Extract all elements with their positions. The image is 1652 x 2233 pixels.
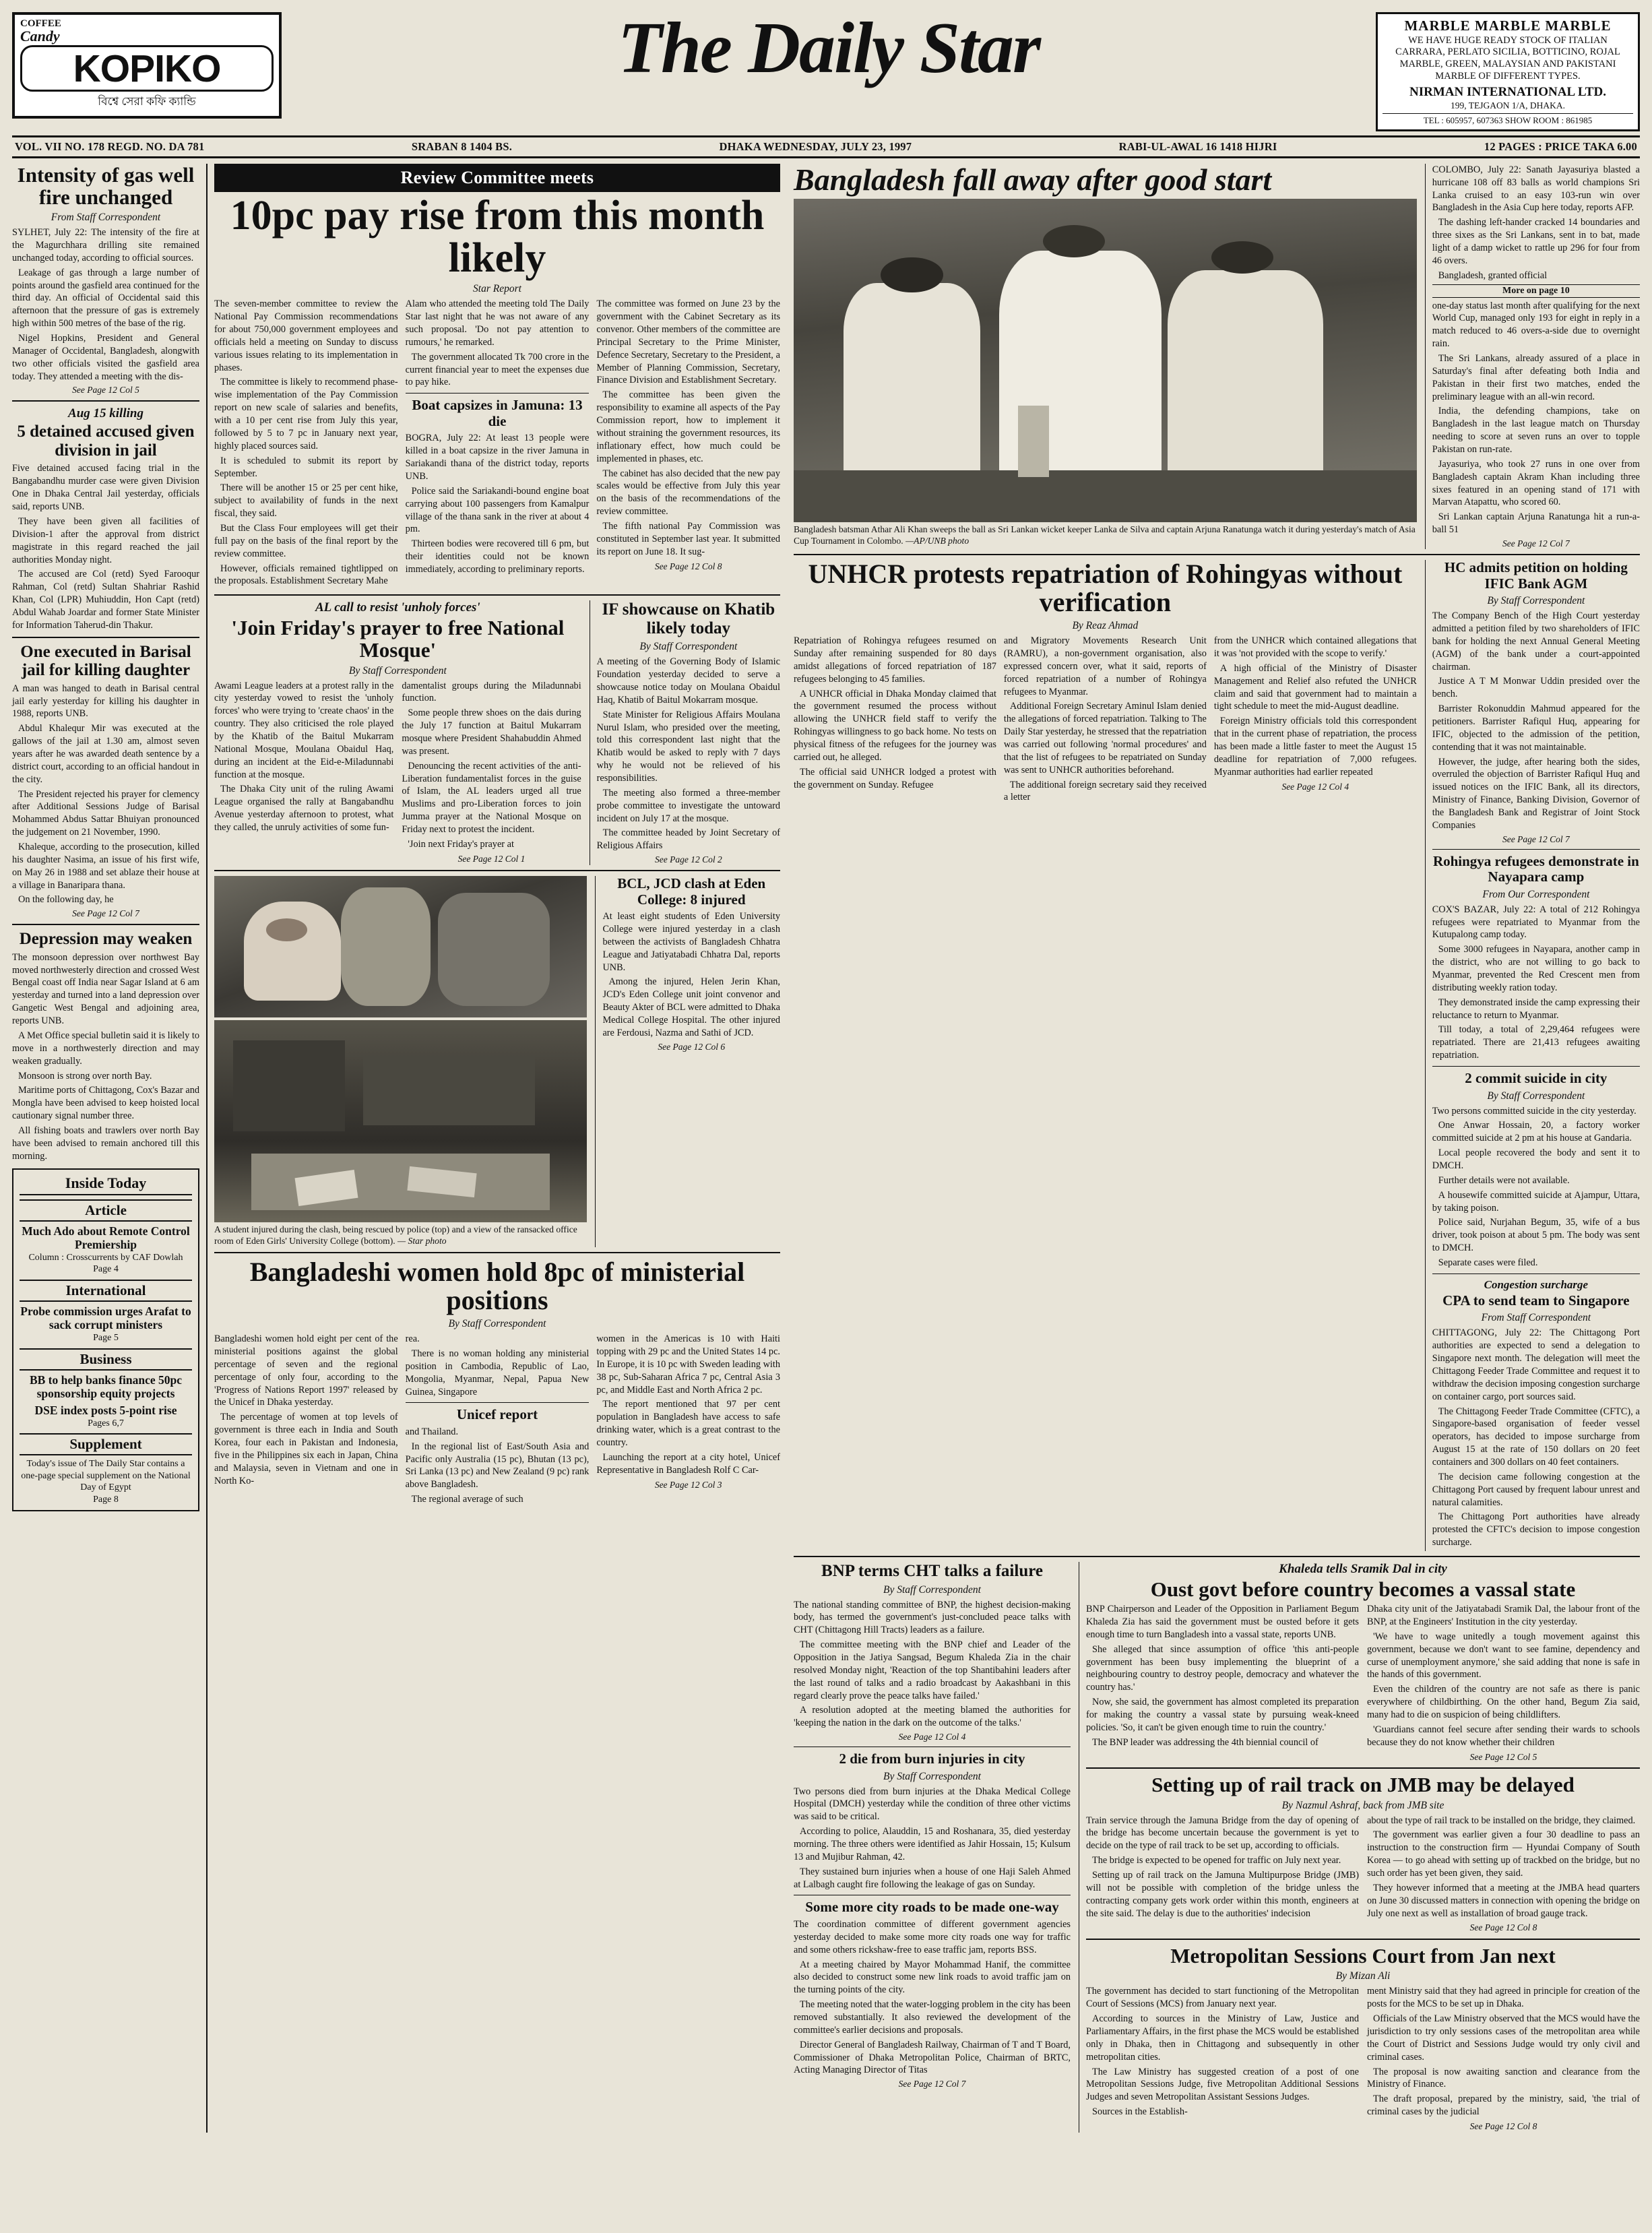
- lead-col-3: [596, 298, 780, 590]
- lead-article-body: [214, 298, 780, 590]
- paragraph: According to sources in the Ministry of Law, Justice and Parliamentary Affairs, in the first phase the MCS would be established only in Dhaka, then in Chittagong and subsequently in other metropolitan cities.: [1086, 2013, 1359, 2063]
- article-body: [602, 910, 780, 1040]
- metro-headline: Metropolitan Sessions Court from Jan next: [1170, 1944, 1556, 1968]
- paragraph: about the type of rail track to be installed on the bridge, they claimed.: [1367, 1815, 1636, 1826]
- paragraph: A meeting of the Governing Body of Islamic Foundation yesterday decided to serve a showcause notice today on Moulana Obaidul Haq, Khatib of Baitul Mokarram mosque.: [596, 656, 780, 705]
- paragraph: The government allocated Tk 700 crore in the current financial year to meet the expenses due to pay hike.: [405, 351, 590, 388]
- paragraph: BNP Chairperson and Leader of the Opposition in Parliament Begum Khaleda Zia has said the government must be ousted before it gets enough time to turn Bangladesh into a vassal state, reports UNB.: [1086, 1604, 1359, 1640]
- article-unhcr: [794, 560, 1417, 1551]
- paragraph: Officials of the Law Ministry observed that the MCS would have the jurisdiction to try only sessions cases of the metropolitan area while the Court of District and Sessions Judge would try only civil and criminal cases.: [1367, 2013, 1640, 2063]
- paragraph: Further details were not available.: [1438, 1174, 1570, 1186]
- bnp-column: [794, 1562, 1071, 2133]
- paragraph: All fishing boats and trawlers over north Bay have been advised to remain anchored till this morning.: [12, 1125, 199, 1162]
- article-women-ministerial: [214, 1258, 780, 1508]
- headline: Bangladeshi women hold 8pc of ministerial positions: [249, 1257, 745, 1316]
- byline: From Staff Correspondent: [1481, 1312, 1591, 1324]
- paragraph: One Anwar Hossain, 20, a factory worker committed suicide at 2 pm at his house at Gandaria.: [1432, 1120, 1640, 1144]
- metro-col-2: [1367, 1985, 1640, 2132]
- paragraph: The Sri Lankans, already assured of a place in Saturday's final after defeating both India and Pakistan in their first two matches, ended the preliminary league with an all-win record.: [1432, 353, 1640, 402]
- continuation-link[interactable]: See Page 12 Col 1: [457, 853, 526, 864]
- paragraph: A housewife committed suicide at Ajampur, Uttara, by taking poison.: [1432, 1189, 1640, 1214]
- sport-block: [794, 164, 1640, 549]
- paragraph: The government has decided to start functioning of the Metropolitan Court of Sessions (MCS) from January next year.: [1086, 1986, 1359, 2010]
- article-body: [1432, 1327, 1640, 1549]
- continuation-link[interactable]: See Page 12 Col 4: [898, 1732, 966, 1742]
- paragraph: But the Class Four employees will get their full pay on the basis of the final report by the review committee.: [214, 522, 398, 559]
- paragraph: At least eight students of Eden University College were injured yesterday in a clash between the activists of Bangladesh Chhatra League and Jatiyatabadi Chhatra Dal, reports UNB.: [602, 911, 780, 973]
- inside-item-article-sub: Column : Crosscurrents by CAF Dowlah: [28, 1252, 183, 1263]
- paragraph: The Law Ministry has suggested creation of a post of one Metropolitan Sessions Judge, five Metropolitan Additional Sessions Judges and seven Metropolitan Assistant Sessions Judges.: [1086, 2066, 1359, 2103]
- hijri-date: RABI-UL-AWAL 16 1418 HIJRI: [1118, 139, 1277, 153]
- paragraph: Thirteen bodies were recovered till 6 pm, but their identities could not be known immediately, according to preliminary reports.: [405, 538, 590, 575]
- paragraph: 'We have to wage unitedly a tough movement against this government, because we don't want to see famine, dependency and curse of unemployment anymore,' she said adding that none is safe in the hands of this government.: [1367, 1631, 1640, 1680]
- paragraph: Alam who attended the meeting told The Daily Star last night that he was not aware of any such proposal. 'Do not pay attention to rumours,' he remarked.: [405, 298, 590, 348]
- paragraph: The accused are Col (retd) Syed Farooqur Rahman, Col (retd) Sultan Shahriar Rashid Khan, Col (LPR) Muhiuddin, Hon Capt (retd) Abdul Wahab Joardar and former State Minister for Information Taherud-din Thakur.: [12, 569, 199, 631]
- headline: 5 detained accused given division in jail: [17, 422, 195, 460]
- headline: 'Join Friday's prayer to free National Mosque': [231, 616, 565, 662]
- paragraph: The Chittagong Port authorities have already protested the CFTC's decision to impose congestion surcharge.: [1432, 1511, 1640, 1548]
- kopiko-bangla-text: বিশ্বে সেরা কফি ক্যান্ডি: [98, 95, 196, 108]
- pages-price: 12 PAGES : PRICE TAKA 6.00: [1484, 139, 1637, 153]
- byline: By Staff Correspondent: [883, 1583, 981, 1596]
- photo-credit: —AP/UNB photo: [906, 536, 970, 546]
- paragraph: The bridge is expected to be opened for traffic on July next year.: [1092, 1855, 1341, 1866]
- paragraph: The meeting also formed a three-member probe committee to investigate the untoward incident on July 17 at the mosque.: [596, 787, 780, 824]
- more-on-page-link[interactable]: More on page 10: [1432, 284, 1640, 298]
- paragraph: Abdul Khalequr Mir was executed at the gallows of the jail at 1.30 am, almost seven years after he was awarded death sentence by a district court, according to an official handout in the city.: [12, 723, 199, 785]
- paragraph: The official said UNHCR lodged a protest with the government on Sunday. Refugee: [794, 766, 996, 790]
- paragraph: Foreign Ministry officials told this correspondent that in the current phase of repatriation, the process has been made a little faster to meet the August 15 deadline for repatriation of 7,000 refugees. Myanmar authorities had earlier repeated: [1213, 716, 1417, 778]
- paragraph: Local people recovered the body and sent it to DMCH.: [1432, 1147, 1640, 1171]
- paragraph: The government was earlier given a four 30 deadline to pass an instruction to the construction firm — Hyundai Company of South Korea — to go ahead with setting up of trackbed on the bridge, but no such order has yet been given, they said.: [1367, 1829, 1640, 1879]
- paragraph: They have been given all facilities of Division-1 after the approval from district magistrate in this regard reached the jail authorities Monday night.: [12, 515, 199, 565]
- paragraph: The report mentioned that 97 per cent population in Bangladesh have access to safe drinking water, which is a great contrast to the country.: [596, 1399, 781, 1448]
- continuation-link[interactable]: See Page 12 Col 3: [654, 1479, 722, 1490]
- paragraph: Train service through the Jamuna Bridge from the day of opening of the bridge has become uncertain because the government is yet to decide on the type of rail track to be set up, according to officials.: [1086, 1815, 1359, 1852]
- paragraph: Even the children of the country are not safe as there is panic everywhere of childbirthing. On the other hand, Begum Zia said, many had to die on suspicion of being childlifters.: [1367, 1684, 1640, 1721]
- article-suicides: [1432, 1071, 1640, 1269]
- inside-today-title: Inside Today: [20, 1174, 192, 1195]
- eden-clash-photos: [214, 876, 587, 1247]
- sport-sidebar: [1425, 164, 1640, 549]
- photo-injured-student: [214, 876, 587, 1017]
- continuation-link[interactable]: See Page 12 Col 5: [72, 385, 139, 396]
- byline: From Staff Correspondent: [51, 212, 161, 224]
- paragraph: A resolution adopted at the meeting blamed the authorities for 'keeping the nation in the dark on the outcome of the talks.': [794, 1705, 1071, 1729]
- headline: IF showcause on Khatib likely today: [602, 600, 775, 637]
- byline: From Our Correspondent: [1482, 888, 1590, 900]
- marble-ad-company: NIRMAN INTERNATIONAL LTD.: [1409, 85, 1606, 100]
- paragraph: The Dhaka City unit of the ruling Awami League organised the rally at Bangabandhu Avenue yesterday afternoon to protest, what they called, the unruly activities of some fun-: [214, 784, 394, 833]
- paragraph: A UNHCR official in Dhaka Monday claimed that the government resumed the process without allowing the UNHCR field staff to verify the Rohingyas willingness to go back home. No tests on physical fitness of the refugees for the journey was carried out, he alleged.: [794, 688, 996, 763]
- article-body: [12, 683, 199, 907]
- headline: HC admits petition on holding IFIC Bank AGM: [1444, 559, 1628, 592]
- paragraph: They however informed that a meeting at the JMBA head quarters on June 30 discussed matters in connection with opening the bridge on July one next as well as installation of broad gauge track.: [1367, 1882, 1640, 1919]
- paragraph: ment Ministry said that they had agreed in principle for creation of the posts for the MCS to be set up in Dhaka.: [1367, 1986, 1640, 2010]
- paragraph: The proposal is now awaiting sanction and clearance from the Ministry of Finance.: [1367, 2066, 1640, 2090]
- masthead: [12, 9, 1640, 131]
- paragraph: Khaleque, according to the prosecution, killed his daughter Nasima, an issue of his first wife, on May 26 in 1988 and set ablaze their house at a village in Banaripara thana.: [12, 841, 199, 891]
- unhcr-and-ific: [794, 560, 1640, 1551]
- paragraph: COX'S BAZAR, July 22: A total of 212 Rohingya refugees were repatriated to Myanmar from the Kutupalong camp today.: [1432, 904, 1640, 941]
- paragraph: The committee headed by Joint Secretary of Religious Affairs: [596, 827, 780, 852]
- al-call-col-1: [214, 680, 393, 865]
- article-gas-well-fire: [12, 164, 199, 396]
- paragraph: 'Guardians cannot feel secure after sending their wards to schools because they do not know whether their children: [1367, 1724, 1640, 1748]
- unhcr-col-2: [1004, 635, 1207, 806]
- page-title: The Daily Star: [617, 8, 1040, 88]
- paragraph: Repatriation of Rohingya refugees resumed on Sunday after remaining suspended for 80 days amidst allegations of forced repatriation of 187 refugees belonging to 45 families.: [794, 635, 996, 685]
- continuation-link[interactable]: See Page 12 Col 8: [1469, 2121, 1537, 2132]
- byline: By Staff Correspondent: [1487, 1090, 1585, 1102]
- al-call-and-khatib: [214, 600, 780, 865]
- paragraph: Launching the report at a city hotel, Unicef Representative in Bangladesh Rolf C Car-: [596, 1451, 781, 1476]
- paragraph: Justice A T M Monwar Uddin presided over the bench.: [1432, 676, 1640, 700]
- photo-credit: — Star photo: [398, 1236, 447, 1247]
- paragraph: The seven-member committee to review the National Pay Commission recommendations for about 750,000 government employees and officials held a meeting on Sunday to discuss various issues relating to its implementation in phases.: [214, 298, 398, 373]
- marble-ad-headline: MARBLE MARBLE MARBLE: [1404, 18, 1612, 34]
- paragraph: Police said, Nurjahan Begum, 35, wife of a bus driver, took poison at about 5 pm. The body was sent to DMCH.: [1432, 1217, 1640, 1254]
- paragraph: The President rejected his prayer for clemency after Additional Sessions Judge of Barisal Mohammed Abdus Sattar Bhuiyan pronounced the judgement on 21 November, 1990.: [12, 788, 199, 838]
- marble-ad-address: 199, TEJGAON 1/A, DHAKA.: [1451, 100, 1565, 111]
- masthead-info-bar: [12, 135, 1640, 158]
- marble-advertisement: [1376, 12, 1640, 131]
- burn-body: [794, 1786, 1071, 1891]
- paragraph: The committee has been given the responsibility to examine all aspects of the Pay Commission report, how to implement it without straining the government resources, its inflationary effect, how much could be implemented in phases, etc.: [596, 389, 781, 464]
- lead-col-1: [214, 298, 398, 590]
- kopiko-candy-label: Candy: [20, 28, 60, 44]
- byline: By Staff Correspondent: [639, 641, 738, 653]
- article-cpa-singapore: [1432, 1278, 1640, 1549]
- oneway-headline: Some more city roads to be made one-way: [805, 1899, 1059, 1916]
- paragraph: The regional average of such: [411, 1494, 523, 1505]
- headline: Oust govt before country becomes a vassal state: [1150, 1577, 1576, 1601]
- byline: By Staff Correspondent: [348, 664, 447, 677]
- paragraph: Awami League leaders at a protest rally in the city yesterday vowed to resist the 'unholy forces' who were trying to 'create chaos' in the country. They also criticised the role played by the Khatib of the Baitul Mukarram National Mosque, Moulana Obaidul Haq, during an incident at the Eid-e-Miladunnabi function at the mosque.: [214, 680, 394, 780]
- paragraph: The meeting noted that the water-logging problem in the city has been removed substantially. It also reviewed the development of the committee's earlier decisions and proposals.: [794, 1999, 1071, 2036]
- unhcr-col-1: [794, 635, 996, 806]
- paragraph: Denouncing the recent activities of the anti-Liberation fundamentalist forces in the guise of Islam, the AL leaders urged all true Muslims and pro-Liberation forces to join Jumma prayer at the National Mosque on Friday next to protest the incident.: [402, 760, 581, 835]
- article-body: [1432, 1105, 1640, 1269]
- headline: Intensity of gas well fire unchanged: [17, 162, 195, 210]
- unhcr-col-3: [1214, 635, 1417, 806]
- inside-item-business-2[interactable]: DSE index posts 5-point rise: [34, 1403, 177, 1417]
- middle-column: [208, 164, 787, 2133]
- paragraph: Two persons committed suicide in the city yesterday.: [1432, 1105, 1637, 1116]
- article-body: [12, 226, 199, 383]
- paragraph: The national standing committee of BNP, the highest decision-making body, has termed the government's just-concluded peace talks with CHT (Chittagong Hill Tracts) leaders as a failure.: [794, 1599, 1071, 1636]
- paragraph: The fifth national Pay Commission was constituted in September last year. It submitted its report on June 18. It sug-: [596, 520, 781, 557]
- rail-col-1: [1086, 1815, 1359, 1935]
- marble-ad-body: WE HAVE HUGE READY STOCK OF ITALIAN CARRARA, PERLATO SICILIA, BOTTICINO, ROJAL MARBLE, GREEN, MALAYSIAN AND PAKISTANI MARBLE OF DIFFERENT TYPES.: [1395, 34, 1620, 82]
- paragraph: A high official of the Ministry of Disaster Management and Relief also refuted the UNHCR claim and said that government had to maintain a tight schedule to meet the mid-August deadline.: [1213, 662, 1417, 712]
- paragraph: Setting up of rail track on the Jamuna Multipurpose Bridge (JMB) will not be possible with completion of the bridge unless the contracting company gets work order within this month, engineers at the site said. The delay is due to the authorities' indecision: [1086, 1870, 1359, 1919]
- article-khatib: [590, 600, 780, 865]
- paragraph: Nigel Hopkins, President and General Manager of Occidental, Bangladesh, alongwith two other officials visited the gasfield area today. They attended a meeting with the dis-: [12, 333, 199, 382]
- publication-date: DHAKA WEDNESDAY, JULY 23, 1997: [719, 139, 912, 153]
- caption-text: A student injured during the clash, being rescued by police (top) and a view of the ransacked office room of Eden Girls' University College (bottom).: [214, 1224, 577, 1247]
- inside-item-article[interactable]: Much Ado about Remote Control Premiership: [22, 1224, 190, 1252]
- left-column: [12, 164, 208, 2133]
- continuation-link[interactable]: See Page 12 Col 4: [1281, 781, 1349, 792]
- paragraph: The decision came following congestion at the Chittagong Port caused by frequent labour unrest and natural calamities.: [1432, 1471, 1640, 1508]
- paragraph: They sustained burn injuries when a house of one Haji Saleh Ahmed at Lalbagh caught fire following the leakage of gas on Sunday.: [794, 1866, 1071, 1890]
- paragraph: Bangladesh, granted official: [1438, 270, 1548, 281]
- paragraph: India, the defending champions, take on Bangladesh in the last league match on Thursday needing to score at seven runs an over to topple Pakistan on run-rate.: [1432, 406, 1640, 455]
- paragraph: The additional foreign secretary said they received a letter: [1003, 779, 1207, 803]
- section-supplement: Supplement: [20, 1433, 192, 1455]
- boat-article-body: [406, 432, 590, 575]
- paragraph: State Minister for Religious Affairs Moulana Nurul Islam, who presided over the meeting, told this correspondent last night that the Khatib would be asked to reply with 7 days why he would not be relieved of his responsibilities.: [596, 709, 780, 784]
- paragraph: Two persons died from burn injuries at the Dhaka Medical College Hospital (DMCH) yesterday while the condition of three other victims was said to be critical.: [794, 1786, 1071, 1823]
- sport-body-2: [1432, 300, 1640, 536]
- kicker: AL call to resist 'unholy forces': [315, 600, 480, 615]
- right-rail: [1425, 560, 1640, 1551]
- kopiko-brand: KOPIKO: [73, 47, 221, 90]
- continuation-link[interactable]: See Page 12 Col 7: [898, 2079, 966, 2089]
- article-aug15-killing: [12, 406, 199, 631]
- marble-ad-telephone: TEL : 605957, 607363 SHOW ROOM : 861985: [1383, 113, 1633, 126]
- volume-number: VOL. VII NO. 178 REGD. NO. DA 781: [15, 139, 205, 153]
- continuation-link[interactable]: See Page 12 Col 8: [1469, 1922, 1537, 1933]
- rail-headline: Setting up of rail track on JMB may be delayed: [1151, 1773, 1575, 1797]
- paragraph: Five detained accused facing trial in the Bangabandhu murder case were given Division One in Dhaka Central Jail yesterday, officials said, reports UNB.: [12, 463, 199, 513]
- paragraph: According to police, Alauddin, 15 and Roshanara, 35, died yesterday morning. The three others were identified as Jahir Hossain, 15; Kulsum 13 and Mujibur Rahman, 42.: [794, 1826, 1071, 1862]
- khaleda-col-2: [1367, 1603, 1640, 1763]
- paragraph: CHITTAGONG, July 22: The Chittagong Port authorities are expected to send a delegation to Singapore next month. The delegation will meet the Chittagong Feeder Trade Committee and request it to withdraw the decision imposing congestion surcharge on container cargo, port sources said.: [1432, 1327, 1640, 1402]
- article-al-call: [214, 600, 581, 865]
- article-body: [1432, 610, 1640, 832]
- right-area: [787, 164, 1640, 2133]
- paragraph: Director General of Bangladesh Railway, Chairman of T and T Board, Commissioner of Dhaka Metropolitan Police, Chairman of BRTC, Acting Managing Director of Titas: [794, 2039, 1071, 2076]
- paragraph: Separate cases were filed.: [1438, 1257, 1538, 1269]
- headline: BCL, JCD clash at Eden College: 8 injured: [617, 875, 766, 908]
- paragraph: COLOMBO, July 22: Sanath Jayasuriya blasted a hurricane 108 off 83 balls as world champions Sri Lanka cruised to an easy 103-run win over Bangladesh in the Asia Cup here today, reports AFP.: [1432, 164, 1640, 214]
- article-body: [597, 656, 780, 852]
- paragraph: The cabinet has also decided that the new pay scales would be effective from July this year on the basis of the recommendations of the review committee.: [596, 468, 781, 517]
- headline: BNP terms CHT talks a failure: [821, 1562, 1043, 1580]
- khaleda-column: [1079, 1562, 1640, 2133]
- article-body: [794, 1599, 1071, 1730]
- paragraph: The committee was formed on June 23 by the government with the Cabinet Secretary as its convenor. Other members of the committee are Principal Secretary to the Prime Minister, Defence Secretary, Secretary to the President, a Member of Planning Commission, Secretary, Finance Division and Establishment Secretary.: [596, 298, 781, 386]
- article-depression: [12, 930, 199, 1162]
- kicker: Khaleda tells Sramik Dal in city: [1279, 1562, 1447, 1576]
- paragraph: Barrister Rokonuddin Mahmud appeared for the petitioners. Barrister Rafiqul Huq, appearing for IFIC, objected to the admission of the petition, contending that it was not maintainable.: [1432, 703, 1640, 753]
- paragraph: At a meeting chaired by Mayor Mohammad Hanif, the committee also decided to construct some new link roads to avoid traffic jam on the turning points of the city.: [794, 1959, 1071, 1996]
- paragraph: Leakage of gas through a large number of points around the gasfield area continued for the third day. An official of Occidental said this afternoon that the pressure of gas is extremely high within 500 metres of the base of the rig.: [12, 267, 199, 329]
- paragraph: Jayasuriya, who took 27 runs in one over from Bangladesh captain Akram Khan including three sixes featured in an opening stand of 171 with Marvan Atapattu, who scored 60.: [1432, 458, 1640, 508]
- paragraph: The coordination committee of different government agencies yesterday decided to make some more city roads one way for traffic and some others rickshaw-free to ease traffic jam, reports BSS.: [794, 1919, 1071, 1955]
- lead-byline: Star Report: [473, 283, 521, 295]
- sport-headline: Bangladesh fall away after good start: [794, 162, 1272, 197]
- paragraph: Monsoon is strong over north Bay.: [18, 1070, 152, 1081]
- continuation-link[interactable]: See Page 12 Col 8: [654, 561, 722, 571]
- paragraph: In the regional list of East/South Asia and Pacific only Australia (15 pc), Bhutan (13 pc), Sri Lanka (13 pc) and New Zealand (9 pc) rank above Bangladesh.: [405, 1441, 590, 1490]
- paragraph: However, officials remained tightlipped on the proposals. Establishment Secretary Mahe: [214, 563, 398, 587]
- headline: Rohingya refugees demonstrate in Nayapara camp: [1432, 852, 1639, 885]
- article-ific-agm: [1432, 560, 1640, 845]
- inside-item-supplement-page: Page 8: [93, 1494, 119, 1505]
- boat-headline: Boat capsizes in Jamuna: 13 die: [412, 397, 583, 429]
- paragraph: SYLHET, July 22: The intensity of the fire at the Magurchhara drilling site remained unchanged today, according to official sources.: [12, 227, 199, 263]
- inside-item-international-page: Page 5: [93, 1333, 119, 1344]
- byline: By Reaz Ahmad: [1072, 620, 1139, 632]
- photo-caption: [794, 522, 1417, 547]
- paragraph: Sri Lankan captain Arjuna Ranatunga hit a run-a-ball 51: [1432, 511, 1640, 536]
- paragraph: Till today, a total of 2,29,464 refugees were repatriated. There are 21,413 refugees awaiting repatriation.: [1432, 1024, 1640, 1061]
- section-international: International: [20, 1280, 192, 1302]
- women-col-4: [596, 1333, 780, 1508]
- paragraph: from the UNHCR which contained allegations that it was 'not provided with the scope to verify.': [1213, 635, 1417, 659]
- paragraph: Some people threw shoes on the dais during the July 17 function at Baitul Mukarram mosque where President Shahabuddin Ahmed was present.: [402, 707, 581, 757]
- paragraph: Sources in the Establish-: [1092, 2106, 1188, 2118]
- paragraph: one-day status last month after qualifying for the next World Cup, managed only 193 for eight in reply in a match reduced to 46 overs-a-side due to overnight rain.: [1432, 300, 1640, 350]
- paragraph: rea.: [405, 1333, 420, 1345]
- continuation-link[interactable]: See Page 12 Col 7: [72, 908, 139, 919]
- paragraph: damentalist groups during the Miladunnabi function.: [402, 680, 581, 704]
- section-business: Business: [20, 1348, 192, 1371]
- bangla-date: SRABAN 8 1404 BS.: [411, 139, 513, 153]
- women-col-3: [406, 1426, 590, 1506]
- paragraph: Among the injured, Helen Jerin Khan, JCD's Eden College unit joint convenor and Beauty Akter of BCL were admitted to Dhaka Medical College Hospital. The other injured are Ferdousi, Nazma and Sathi of JCD.: [602, 976, 780, 1038]
- paragraph: They demonstrated inside the camp expressing their reluctance to return to Myanmar.: [1432, 997, 1640, 1021]
- continuation-link[interactable]: See Page 12 Col 7: [1502, 538, 1570, 549]
- metro-col-1: [1086, 1985, 1359, 2132]
- byline: By Mizan Ali: [1335, 1970, 1391, 1982]
- bnp-khaleda-block: [794, 1562, 1640, 2133]
- paragraph: Maritime ports of Chittagong, Cox's Bazar and Mongla have been advised to keep hoisted local cautionary signal number three.: [12, 1085, 199, 1122]
- women-col-1: [214, 1333, 398, 1508]
- al-call-col-2: [402, 680, 581, 865]
- byline: By Nazmul Ashraf, back from JMB site: [1281, 1799, 1444, 1811]
- inside-item-supplement: Today's issue of The Daily Star contains a one-page special supplement on the National Day of Egypt: [21, 1459, 191, 1492]
- rail-col-2: [1367, 1815, 1640, 1935]
- paragraph: However, the judge, after hearing both the sides, overruled the objection of Barrister Rafiqul Huq and issued notices on the IFIC Bank, all its directors, Ministry of Finance, Banking Division, Governor of the Bangladesh Bank and Registrar of Joint Stock Companies: [1432, 756, 1640, 831]
- photo-cricket-match: [794, 199, 1417, 522]
- paragraph: A man was hanged to death in Barisal central jail early yesterday for killing his daughter in 1988, reports UNB.: [12, 683, 199, 720]
- photo-ransacked-office: [214, 1020, 587, 1222]
- paragraph: women in the Americas is 10 with Haiti topping with 29 pc and the United States 14 pc. In Europe, it is 10 pc with Sweden leading with 38 pc, Sub-Saharan Africa 7 pc, Central Asia 3 pc, and Middle East and North Africa 2 pc.: [596, 1333, 781, 1395]
- headline: 2 commit suicide in city: [1465, 1070, 1608, 1087]
- inside-today-box: [12, 1168, 199, 1511]
- paragraph: The BNP leader was addressing the 4th biennial council of: [1092, 1736, 1319, 1748]
- paragraph: and Thailand.: [405, 1426, 459, 1437]
- paragraph: There will be another 15 or 25 per cent hike, subject to availability of funds in the next fiscal, they said.: [214, 482, 398, 520]
- article-body: [12, 951, 199, 1163]
- lead-col-2: [406, 298, 590, 590]
- paragraph: On the following day, he: [18, 894, 114, 906]
- caption-text: Bangladesh batsman Athar Ali Khan sweeps the ball as Sri Lankan wicket keeper Lanka de Silva and captain Arjuna Ranatunga watch it during yesterday's match of Asia Cup Tournament in Colombo.: [794, 524, 1416, 546]
- byline: By Staff Correspondent: [883, 1770, 981, 1782]
- inside-item-international[interactable]: Probe commission urges Arafat to sack corrupt ministers: [20, 1304, 191, 1332]
- burn-headline: 2 die from burn injuries in city: [839, 1751, 1025, 1767]
- paragraph: and Migratory Movements Research Unit (RAMRU), a non-government organisation, also expressed concern over, what it said, reports of forced repatriation of a number of Rohingya refugees to Myanmar.: [1003, 635, 1207, 697]
- article-barisal-execution: [12, 643, 199, 920]
- lead-headline: 10pc pay rise from this month likely: [230, 192, 765, 282]
- paragraph: BOGRA, July 22: At least 13 people were killed in a boat capsize in the river Jamuna in Sariakandi thana of the district today, reports UNB.: [405, 433, 590, 482]
- article-bcl-jcd-clash: [595, 876, 780, 1247]
- headline: UNHCR protests repatriation of Rohingyas without verification: [808, 559, 1403, 618]
- oneway-body: [794, 1918, 1071, 2077]
- women-col-2: [406, 1333, 590, 1508]
- continuation-link[interactable]: See Page 12 Col 5: [1469, 1751, 1537, 1762]
- article-body: [1432, 904, 1640, 1062]
- section-article: Article: [20, 1199, 192, 1222]
- paragraph: Now, she said, the government has almost completed its preparation for making the country a vassal state by pursuing weak-kneed policies. 'So, it can't be given enough time to ruin the country.': [1086, 1697, 1359, 1733]
- continuation-link[interactable]: See Page 12 Col 7: [1502, 834, 1570, 844]
- paragraph: Police said the Sariakandi-bound engine boat carrying about 100 passengers from Kamalpur village of the thana sank in the river at about 4 pm.: [405, 485, 590, 535]
- paragraph: The Company Bench of the High Court yesterday admitted a petition filed by two shareholders of IFIC bank for holding the next Annual General Meeting (AGM) of the bank under a court-appointed chairman.: [1432, 610, 1640, 672]
- kopiko-coffee-label: COFFEE: [20, 18, 61, 29]
- continuation-link[interactable]: See Page 12 Col 2: [654, 854, 722, 865]
- paragraph: The committee meeting with the BNP chief and Leader of the Opposition in the Jatiya Sangsad, Begum Khaleda Zia in the chair resolved Monday night, 'Reaction of the top Shantibahini leaders after the last round of talks and a radio broadcast by Aakashbani in this regard clearly prove the peace talks have failed.': [794, 1639, 1071, 1701]
- headline: CPA to send team to Singapore: [1442, 1292, 1630, 1309]
- paragraph: The monsoon depression over northwest Bay moved northwesterly direction and crossed West Bengal coast off India near Sagar Island at 6 am yesterday and turned into a land depression over Gangetic West Bengal and adjoining area, reports UNB.: [12, 951, 199, 1027]
- kicker: Aug 15 killing: [68, 406, 144, 421]
- paragraph: A Met Office special bulletin said it is likely to move in a northwesterly direction and may weaken gradually.: [12, 1030, 199, 1067]
- article-body: [12, 462, 199, 631]
- paragraph: The committee is likely to recommend phase-wise implementation of the Pay Commission report on new scale of salaries and benefits, with a 10 per cent rise from July this year, followed by 5 to 7 pc in January next year, highly placed sources said.: [214, 377, 398, 451]
- byline: By Staff Correspondent: [1487, 595, 1585, 607]
- article-rohingya-demo: [1432, 854, 1640, 1062]
- paragraph: The percentage of women at top levels of government is three each in India and South Korea, four each in Pakistan and Indonesia, five in the Philippines six each in Japan, China and Malaysia, seven in Vietnam and one in North Ko-: [214, 1412, 398, 1486]
- sport-body-1: [1432, 164, 1640, 282]
- paragraph: The dashing left-hander cracked 14 boundaries and three sixes as the Sri Lankans, sent in to bat, made light of a damp wicket to rattle up 296 for four from 46 overs.: [1432, 217, 1640, 266]
- kicker: Congestion surcharge: [1484, 1278, 1589, 1291]
- khaleda-col-1: [1086, 1603, 1359, 1763]
- inside-item-business-1[interactable]: BB to help banks finance 50pc sponsorship equity projects: [29, 1373, 183, 1401]
- paragraph: The Chittagong Feeder Trade Committee (CFTC), a Singapore-based organisation of feeder vessel operators, has decided to impose surcharge from August 15 at the rate of 150 dollars on 20 feet containers and 300 dollars on 40 feet containers.: [1432, 1406, 1640, 1468]
- paragraph: Dhaka city unit of the Jatiyatabadi Sramik Dal, the labour front of the BNP, at the Engineers' Institution in the city yesterday.: [1367, 1604, 1640, 1628]
- review-committee-banner: Review Committee meets: [214, 164, 780, 192]
- headline: One executed in Barisal jail for killing daughter: [20, 642, 191, 680]
- byline: By Staff Correspondent: [448, 1318, 546, 1330]
- inside-item-business-page: Pages 6,7: [88, 1418, 124, 1428]
- paragraph: Additional Foreign Secretary Aminul Islam denied the allegations of forced repatriation. Talking to The Daily Star yesterday, he stressed that the repatriation was carried out following 'normal procedures' and that the list of refugees to be repatriated on Sunday was sent to UNHCR authorities beforehand.: [1003, 701, 1207, 776]
- paragraph: The draft proposal, prepared by the ministry, said, 'the trial of criminal cases by the judicial: [1367, 2094, 1640, 2118]
- paragraph: It is scheduled to submit its report by September.: [214, 455, 398, 479]
- eden-clash-block: [214, 876, 780, 1247]
- kopiko-advertisement: [12, 12, 282, 119]
- unicef-report-headline: Unicef report: [456, 1406, 538, 1423]
- sport-main: [794, 164, 1417, 549]
- paragraph: She alleged that since assumption of office 'this anti-people government has been busy implementing the blueprint of a neighbouring country to destroy people, democracy and whatever the country has.': [1086, 1643, 1359, 1693]
- paragraph: Some 3000 refugees in Nayapara, another camp in the district, who are not willing to go back to Myanmar, prevented the Red Crescent men from distributing weekly ration today.: [1432, 944, 1640, 993]
- newspaper-title-block: [282, 8, 1376, 88]
- paragraph: There is no woman holding any ministerial position in Cambodia, Republic of Lao, Mongolia, Myanmar, Nepal, Papua New Guinea, Singapore: [405, 1348, 590, 1397]
- photo-caption: [214, 1222, 587, 1247]
- continuation-link[interactable]: See Page 12 Col 6: [658, 1041, 726, 1052]
- inside-item-article-page: Page 4: [93, 1264, 119, 1275]
- paragraph: Bangladeshi women hold eight per cent of the ministerial positions against the global percentage of seven and the regional percentage of only four, according to the 'Progress of Nations Report 1997' released by the Unicef in Dhaka yesterday.: [214, 1333, 398, 1408]
- headline: Depression may weaken: [19, 930, 193, 949]
- paragraph: 'Join next Friday's prayer at: [408, 838, 514, 850]
